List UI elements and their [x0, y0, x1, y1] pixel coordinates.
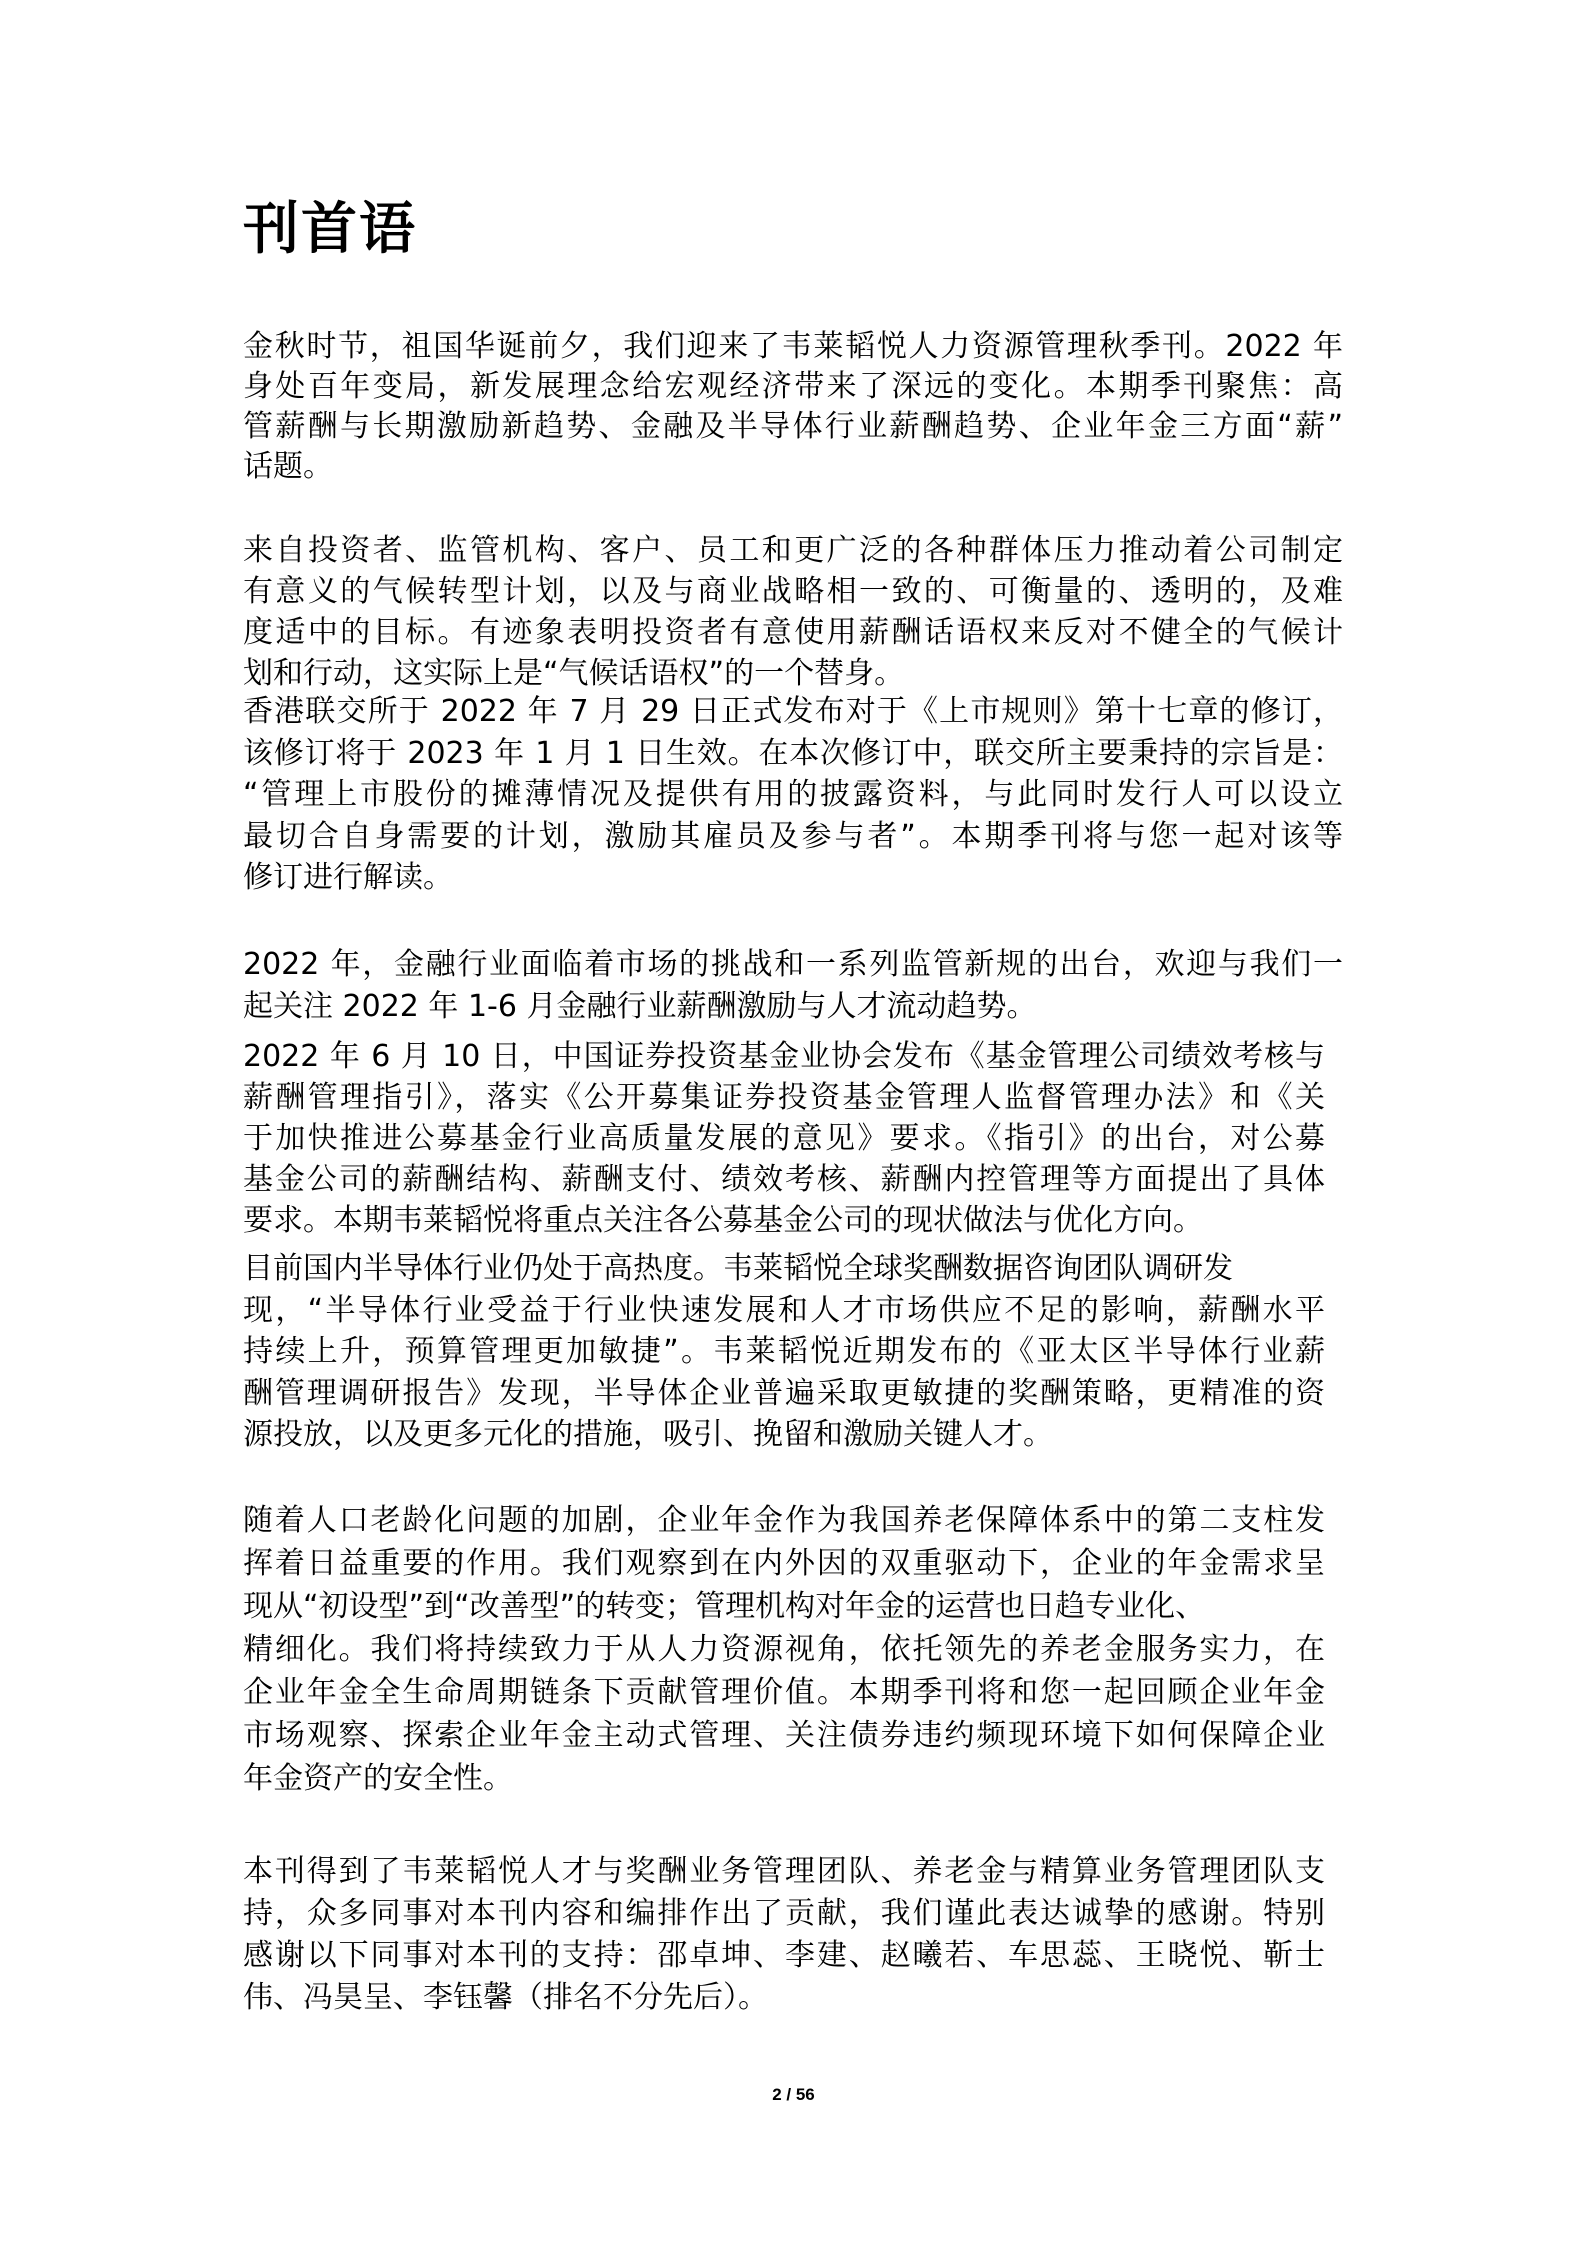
text-line: 本刊得到了韦莱韬悦人才与奖酬业务管理团队、养老金与精算业务管理团队支 [243, 1854, 1325, 1889]
text-line: 于加快推进公募基金行业高质量发展的意见》要求。《指引》的出台，对公募 [243, 1121, 1325, 1156]
page-title: 刊首语 [243, 197, 417, 262]
text-line: 基金公司的薪酬结构、薪酬支付、绩效考核、薪酬内控管理等方面提出了具体 [243, 1162, 1325, 1197]
text-line: 有意义的气候转型计划，以及与商业战略相一致的、可衡量的、透明的，及难 [243, 574, 1343, 609]
text-line: 2022 年，金融行业面临着市场的挑战和一系列监管新规的出台，欢迎与我们一 [243, 947, 1343, 982]
enterprise-annuity-paragraph [243, 1499, 1325, 1800]
text-line: 金秋时节，祖国华诞前夕，我们迎来了韦莱韬悦人力资源管理秋季刊。2022 年 [243, 329, 1343, 364]
text-line: 要求。本期韦莱韬悦将重点关注各公募基金公司的现状做法与优化方向。 [243, 1203, 1203, 1238]
text-line: 目前国内半导体行业仍处于高热度。韦莱韬悦全球奖酬数据咨询团队调研发 [243, 1251, 1233, 1286]
text-line: 该修订将于 2023 年 1 月 1 日生效。在本次修订中，联交所主要秉持的宗旨是： [243, 735, 1343, 771]
text-line: 起关注 2022 年 1-6 月金融行业薪酬激励与人才流动趋势。 [243, 989, 1037, 1024]
semiconductor-paragraph [243, 1248, 1325, 1456]
text-line: 身处百年变局，新发展理念给宏观经济带来了深远的变化。本期季刊聚焦：高 [243, 369, 1343, 404]
text-line: 薪酬管理指引》，落实《公开募集证券投资基金管理人监督管理办法》和《关 [243, 1080, 1325, 1115]
text-line: 市场观察、探索企业年金主动式管理、关注债券违约频现环境下如何保障企业 [243, 1718, 1325, 1753]
text-line: 现从“初设型”到“改善型”的转变；管理机构对年金的运营也日趋专业化、 [243, 1589, 1206, 1624]
text-line: 最切合自身需要的计划，激励其雇员及参与者”。本期季刊将与您一起对该等 [243, 818, 1343, 854]
text-line: 管薪酬与长期激励新趋势、金融及半导体行业薪酬趋势、企业年金三方面“薪” [243, 409, 1343, 444]
text-line: 精细化。我们将持续致力于从人力资源视角，依托领先的养老金服务实力，在 [243, 1632, 1325, 1667]
intro-paragraph [243, 327, 1343, 487]
text-line: 伟、冯昊呈、李钰馨（排名不分先后）。 [243, 1980, 768, 2015]
acknowledgements-paragraph [243, 1851, 1325, 2019]
text-line: 感谢以下同事对本刊的支持：邵卓坤、李建、赵曦若、车思蕊、王晓悦、靳士 [243, 1938, 1325, 1973]
text-line: 企业年金全生命周期链条下贡献管理价值。本期季刊将和您一起回顾企业年金 [243, 1675, 1325, 1710]
text-line: 度适中的目标。有迹象表明投资者有意使用薪酬话语权来反对不健全的气候计 [243, 615, 1343, 650]
finance-trends-paragraph [243, 944, 1343, 1028]
text-line: 来自投资者、监管机构、客户、员工和更广泛的各种群体压力推动着公司制定 [243, 533, 1343, 568]
text-line: 划和行动，这实际上是“气候话语权”的一个替身。 [243, 656, 905, 691]
text-line: 2022 年 6 月 10 日，中国证券投资基金业协会发布《基金管理公司绩效考核与 [243, 1039, 1325, 1074]
text-line: 源投放，以及更多元化的措施，吸引、挽留和激励关键人才。 [243, 1417, 1053, 1452]
text-line: 酬管理调研报告》发现，半导体企业普遍采取更敏捷的奖酬策略，更精准的资 [243, 1375, 1325, 1411]
text-line: 现，“半导体行业受益于行业快速发展和人才市场供应不足的影响，薪酬水平 [243, 1292, 1325, 1328]
text-line: 随着人口老龄化问题的加剧，企业年金作为我国养老保障体系中的第二支柱发 [243, 1503, 1325, 1538]
climate-paragraph [243, 530, 1343, 694]
text-line: 修订进行解读。 [243, 860, 453, 895]
text-line: 挥着日益重要的作用。我们观察到在内外因的双重驱动下，企业的年金需求呈 [243, 1546, 1325, 1581]
text-line: 持续上升，预算管理更加敏捷”。韦莱韬悦近期发布的《亚太区半导体行业薪 [243, 1334, 1325, 1369]
hkex-rules-paragraph [243, 691, 1343, 899]
page-number: 2 / 56 [772, 2085, 815, 2104]
text-line: 话题。 [243, 449, 333, 484]
text-line: “管理上市股份的摊薄情况及提供有用的披露资料，与此同时发行人可以设立 [243, 777, 1343, 812]
fund-guidelines-paragraph [243, 1036, 1325, 1241]
text-line: 持，众多同事对本刊内容和编排作出了贡献，我们谨此表达诚挚的感谢。特别 [243, 1896, 1325, 1931]
text-line: 香港联交所于 2022 年 7 月 29 日正式发布对于《上市规则》第十七章的修订， [243, 694, 1343, 729]
text-line: 年金资产的安全性。 [243, 1761, 513, 1796]
